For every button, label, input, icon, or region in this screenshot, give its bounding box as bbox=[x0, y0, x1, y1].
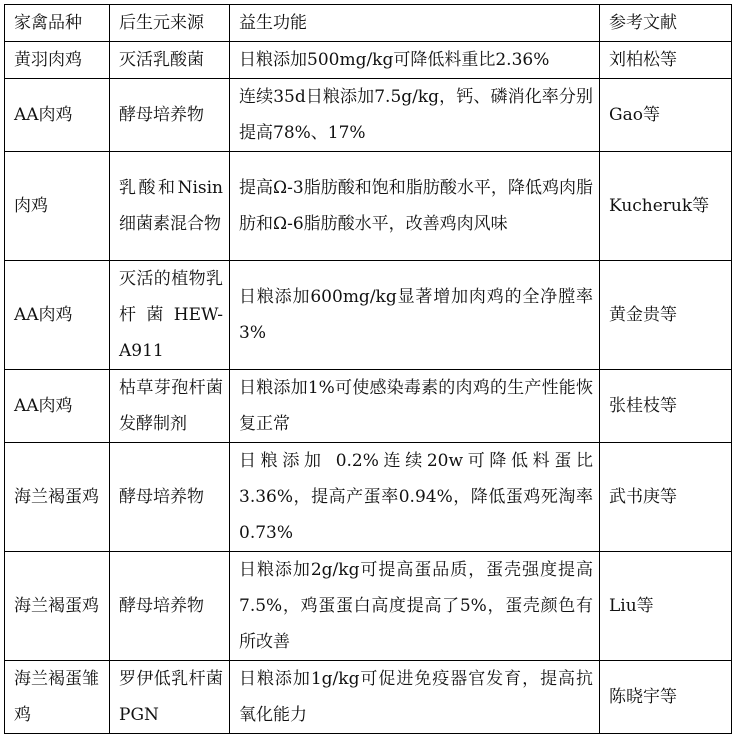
table-row bbox=[5, 152, 732, 261]
cell-reference: Kucheruk等 bbox=[600, 152, 732, 261]
table-row bbox=[5, 661, 732, 734]
cell-breed: AA肉鸡 bbox=[5, 79, 110, 152]
cell-source: 灭活的植物乳杆菌HEW-A911 bbox=[110, 261, 230, 370]
cell-reference: 黄金贵等 bbox=[600, 261, 732, 370]
cell-source: 酵母培养物 bbox=[110, 552, 230, 661]
cell-breed: 海兰褐蛋鸡 bbox=[5, 443, 110, 552]
table-row bbox=[5, 443, 732, 552]
cell-reference: 武书庚等 bbox=[600, 443, 732, 552]
table-row bbox=[5, 370, 732, 443]
cell-source: 酵母培养物 bbox=[110, 79, 230, 152]
cell-reference: 陈晓宇等 bbox=[600, 661, 732, 734]
postbiotic-table bbox=[4, 4, 732, 734]
cell-function: 日粮添加1g/kg可促进免疫器官发育，提高抗氧化能力 bbox=[230, 661, 600, 734]
table-row bbox=[5, 261, 732, 370]
cell-source: 酵母培养物 bbox=[110, 443, 230, 552]
cell-function: 日粮添加2g/kg可提高蛋品质，蛋壳强度提高7.5%，鸡蛋蛋白高度提高了5%，蛋壳颜色有所改善 bbox=[230, 552, 600, 661]
cell-reference: 张桂枝等 bbox=[600, 370, 732, 443]
cell-function: 日粮添加600mg/kg显著增加肉鸡的全净膛率3% bbox=[230, 261, 600, 370]
cell-breed: 海兰褐蛋雏鸡 bbox=[5, 661, 110, 734]
cell-breed: AA肉鸡 bbox=[5, 370, 110, 443]
cell-breed: AA肉鸡 bbox=[5, 261, 110, 370]
cell-breed: 海兰褐蛋鸡 bbox=[5, 552, 110, 661]
cell-source: 枯草芽孢杆菌发酵制剂 bbox=[110, 370, 230, 443]
cell-reference: Gao等 bbox=[600, 79, 732, 152]
table-row bbox=[5, 552, 732, 661]
header-source: 后生元来源 bbox=[110, 5, 230, 42]
cell-reference: 刘柏松等 bbox=[600, 42, 732, 79]
header-function: 益生功能 bbox=[230, 5, 600, 42]
cell-function: 日粮添加1%可使感染毒素的肉鸡的生产性能恢复正常 bbox=[230, 370, 600, 443]
cell-breed: 黄羽肉鸡 bbox=[5, 42, 110, 79]
table-header-row bbox=[5, 5, 732, 42]
table-row bbox=[5, 79, 732, 152]
cell-breed: 肉鸡 bbox=[5, 152, 110, 261]
cell-function: 日粮添加500mg/kg可降低料重比2.36% bbox=[230, 42, 600, 79]
header-reference: 参考文献 bbox=[600, 5, 732, 42]
cell-source: 灭活乳酸菌 bbox=[110, 42, 230, 79]
cell-reference: Liu等 bbox=[600, 552, 732, 661]
header-breed: 家禽品种 bbox=[5, 5, 110, 42]
cell-function: 提高Ω-3脂肪酸和饱和脂肪酸水平，降低鸡肉脂肪和Ω-6脂肪酸水平，改善鸡肉风味 bbox=[230, 152, 600, 261]
cell-function: 连续35d日粮添加7.5g/kg，钙、磷消化率分别提高78%、17% bbox=[230, 79, 600, 152]
cell-function: 日粮添加 0.2%连续20w可降低料蛋比3.36%，提高产蛋率0.94%，降低蛋鸡死淘率0.73% bbox=[230, 443, 600, 552]
cell-source: 乳酸和Nisin细菌素混合物 bbox=[110, 152, 230, 261]
cell-source: 罗伊低乳杆菌PGN bbox=[110, 661, 230, 734]
table-row bbox=[5, 42, 732, 79]
